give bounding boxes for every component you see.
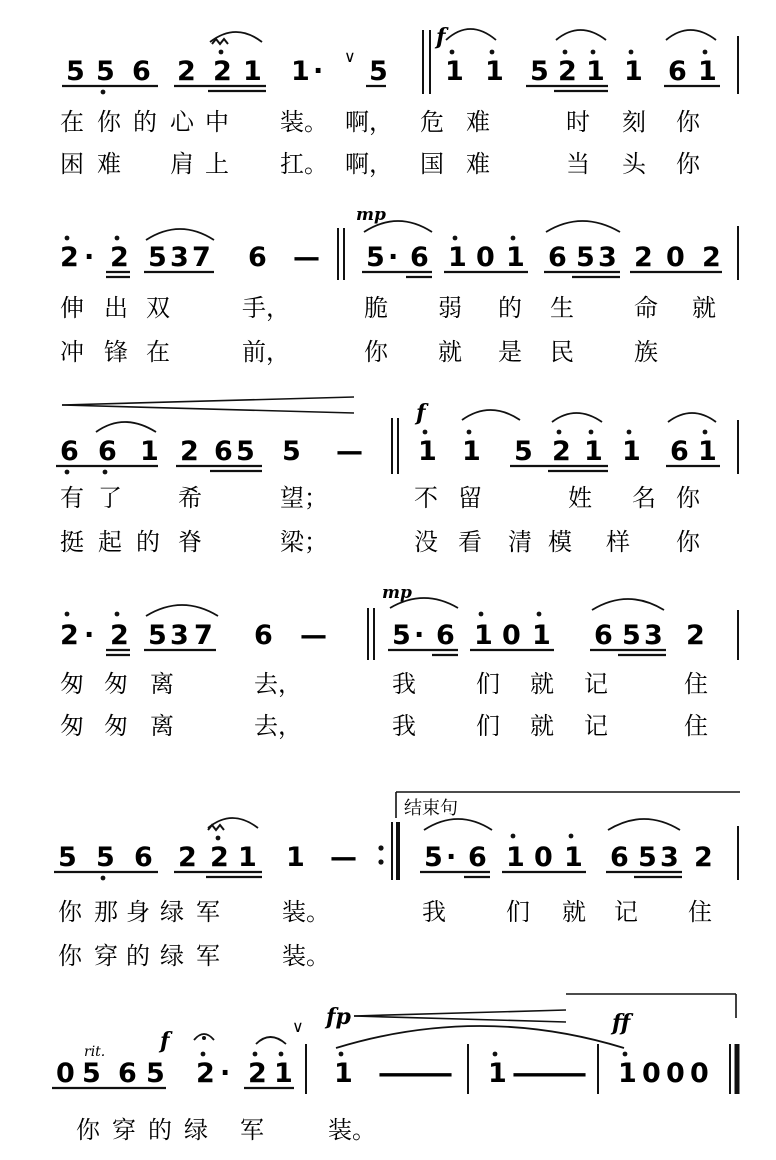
note: 2 xyxy=(213,56,232,87)
note: — xyxy=(560,1058,587,1089)
svg-text:起: 起 xyxy=(98,528,122,556)
row-5-verse-2 xyxy=(58,942,330,970)
svg-text:你: 你 xyxy=(58,898,82,926)
note: 6 xyxy=(410,242,429,273)
note-dot: · xyxy=(84,620,95,651)
ending-label: 结束句 xyxy=(404,798,458,819)
svg-text:匆: 匆 xyxy=(104,670,128,698)
svg-text:民: 民 xyxy=(550,338,574,366)
note: 5 xyxy=(392,620,411,651)
svg-text:你: 你 xyxy=(676,528,700,556)
tie-long xyxy=(336,1026,624,1048)
note: 6 xyxy=(214,436,233,467)
svg-text:清: 清 xyxy=(508,528,532,556)
svg-text:锋: 锋 xyxy=(104,338,128,366)
row-3-notes xyxy=(60,436,717,467)
svg-text:啊，: 啊， xyxy=(345,150,393,178)
note: 2 xyxy=(686,620,705,651)
row-6-verse-1 xyxy=(76,1116,376,1144)
svg-text:在: 在 xyxy=(60,108,84,136)
svg-text:你: 你 xyxy=(676,150,700,178)
svg-text:望；: 望； xyxy=(280,484,328,512)
svg-text:心: 心 xyxy=(170,108,194,136)
note: 6 xyxy=(670,436,689,467)
svg-text:记: 记 xyxy=(614,898,638,926)
note: — xyxy=(293,242,320,273)
note: 1 xyxy=(238,842,257,873)
row-6-notes xyxy=(56,1058,709,1089)
row-1 xyxy=(60,24,738,178)
note: 1 xyxy=(586,56,605,87)
note: — xyxy=(336,436,363,467)
svg-text:出: 出 xyxy=(104,294,128,322)
svg-text:上: 上 xyxy=(205,150,229,178)
note: 5 xyxy=(638,842,657,873)
slur xyxy=(256,1037,286,1044)
svg-text:了: 了 xyxy=(98,484,122,512)
note: 1 xyxy=(286,842,305,873)
breath-mark: ∨ xyxy=(344,47,356,66)
row-1-verse-1 xyxy=(60,108,701,136)
svg-text:手，: 手， xyxy=(242,294,290,322)
beam-lines xyxy=(106,650,666,655)
svg-text:住: 住 xyxy=(684,670,708,698)
note: 1 xyxy=(291,56,310,87)
note: 2 xyxy=(110,242,129,273)
svg-text:的: 的 xyxy=(498,294,522,322)
note: 6 xyxy=(436,620,455,651)
note: 6 xyxy=(60,436,79,467)
note: 2 xyxy=(558,56,577,87)
svg-text:冲: 冲 xyxy=(60,338,84,366)
svg-text:军: 军 xyxy=(240,1116,264,1144)
note: 1 xyxy=(506,842,525,873)
dynamic-f: f xyxy=(436,24,446,50)
note: 5 xyxy=(96,56,115,87)
note: 2 xyxy=(110,620,129,651)
note: 2 xyxy=(60,620,79,651)
note-dot: · xyxy=(220,1058,231,1089)
note: 1 xyxy=(418,436,437,467)
svg-text:看: 看 xyxy=(458,528,482,556)
note: 1 xyxy=(445,56,464,87)
svg-text:留: 留 xyxy=(458,484,482,512)
svg-text:生: 生 xyxy=(550,294,574,322)
svg-text:梁；: 梁； xyxy=(280,528,328,556)
note: 5 xyxy=(82,1058,101,1089)
row-3-verse-1 xyxy=(60,484,701,512)
beam-lines xyxy=(54,872,682,877)
note: 6 xyxy=(248,242,267,273)
row-6 xyxy=(52,994,737,1144)
row-2-verse-1 xyxy=(60,294,716,322)
row-4 xyxy=(60,583,738,740)
beam-lines xyxy=(56,466,720,471)
svg-text:记: 记 xyxy=(584,670,608,698)
note-dot: · xyxy=(446,842,457,873)
note: 6 xyxy=(98,436,117,467)
svg-text:你: 你 xyxy=(97,108,121,136)
note: 5 xyxy=(96,842,115,873)
svg-text:时: 时 xyxy=(566,108,590,136)
row-5-verse-1 xyxy=(58,898,712,926)
svg-text:记: 记 xyxy=(584,712,608,740)
note: 6 xyxy=(254,620,273,651)
note: 3 xyxy=(170,242,189,273)
note: 1 xyxy=(532,620,551,651)
svg-text:你: 你 xyxy=(76,1116,100,1144)
note: 5 xyxy=(369,56,388,87)
octave-dots xyxy=(201,1052,628,1057)
dynamic-ff: ff xyxy=(612,1010,631,1036)
row-3 xyxy=(56,397,738,556)
note: 5 xyxy=(66,56,85,87)
svg-text:就: 就 xyxy=(562,898,586,926)
svg-text:那: 那 xyxy=(94,898,118,926)
note: 6 xyxy=(132,56,151,87)
note: 5 xyxy=(236,436,255,467)
note: 5 xyxy=(282,436,301,467)
svg-text:绿: 绿 xyxy=(160,942,184,970)
svg-text:就: 就 xyxy=(692,294,716,322)
slurs xyxy=(210,29,716,42)
svg-text:就: 就 xyxy=(530,670,554,698)
note: 0 xyxy=(56,1058,75,1089)
ornament-icon xyxy=(212,39,228,44)
note: 2 xyxy=(178,842,197,873)
svg-text:我: 我 xyxy=(392,712,416,740)
note: 1 xyxy=(506,242,525,273)
svg-text:伸: 伸 xyxy=(60,294,84,322)
crescendo-hairpin xyxy=(62,397,354,413)
note: 6 xyxy=(134,842,153,873)
note: 5 xyxy=(576,242,595,273)
note: 1 xyxy=(624,56,643,87)
svg-text:们: 们 xyxy=(506,898,530,926)
note: 5 xyxy=(530,56,549,87)
note: 7 xyxy=(192,242,211,273)
note: 5 xyxy=(622,620,641,651)
note: 5 xyxy=(148,242,167,273)
svg-text:匆: 匆 xyxy=(104,712,128,740)
beam-lines xyxy=(62,86,720,91)
note: 1 xyxy=(243,56,262,87)
note: 1 xyxy=(564,842,583,873)
svg-text:装。: 装。 xyxy=(280,108,328,136)
svg-text:当: 当 xyxy=(566,150,590,178)
note: 5 xyxy=(58,842,77,873)
svg-text:中: 中 xyxy=(205,108,229,136)
svg-text:头: 头 xyxy=(622,150,646,178)
note: 2 xyxy=(196,1058,215,1089)
svg-text:姓: 姓 xyxy=(568,484,592,512)
note: 1 xyxy=(584,436,603,467)
note: 6 xyxy=(594,620,613,651)
fermata-icon xyxy=(194,1034,214,1040)
note: 2 xyxy=(210,842,229,873)
row-1-verse-2 xyxy=(60,150,701,178)
svg-text:军: 军 xyxy=(196,942,220,970)
note-dot: · xyxy=(84,242,95,273)
note: 3 xyxy=(644,620,663,651)
note: 0 xyxy=(534,842,553,873)
row-3-verse-2 xyxy=(60,528,701,556)
slurs xyxy=(208,818,680,830)
note: 6 xyxy=(468,842,487,873)
svg-text:的: 的 xyxy=(133,108,157,136)
note: 5 xyxy=(366,242,385,273)
row-1-notes xyxy=(66,56,717,87)
dynamic-mp: mp xyxy=(382,583,412,603)
svg-text:我: 我 xyxy=(422,898,446,926)
svg-text:离: 离 xyxy=(150,670,174,698)
note: 0 xyxy=(666,1058,685,1089)
note: 0 xyxy=(690,1058,709,1089)
svg-text:穿: 穿 xyxy=(112,1116,136,1144)
note: 5 xyxy=(146,1058,165,1089)
svg-text:难: 难 xyxy=(466,150,490,178)
svg-text:住: 住 xyxy=(684,712,708,740)
note: — xyxy=(402,1058,429,1089)
svg-text:绿: 绿 xyxy=(184,1116,208,1144)
svg-text:就: 就 xyxy=(438,338,462,366)
note: 0 xyxy=(476,242,495,273)
octave-dots xyxy=(65,430,708,475)
svg-text:去，: 去， xyxy=(254,712,302,740)
svg-text:没: 没 xyxy=(414,528,438,556)
note: 1 xyxy=(448,242,467,273)
svg-text:去，: 去， xyxy=(254,670,302,698)
note: — xyxy=(426,1058,453,1089)
note-dot: · xyxy=(414,620,425,651)
svg-text:国: 国 xyxy=(420,150,444,178)
note: 6 xyxy=(668,56,687,87)
note: — xyxy=(378,1058,405,1089)
row-2-verse-2 xyxy=(60,338,658,366)
note: — xyxy=(536,1058,563,1089)
note: 0 xyxy=(666,242,685,273)
note: 1 xyxy=(618,1058,637,1089)
note: 3 xyxy=(660,842,679,873)
svg-text:匆: 匆 xyxy=(60,670,84,698)
svg-text:你: 你 xyxy=(676,484,700,512)
note-dot: · xyxy=(313,56,324,87)
svg-text:你: 你 xyxy=(58,942,82,970)
note: — xyxy=(300,620,327,651)
note: 3 xyxy=(598,242,617,273)
svg-text:啊，: 啊， xyxy=(345,108,393,136)
svg-text:样: 样 xyxy=(606,528,630,556)
note: 1 xyxy=(474,620,493,651)
svg-text:匆: 匆 xyxy=(60,712,84,740)
note: 1 xyxy=(462,436,481,467)
note: 1 xyxy=(334,1058,353,1089)
note: 2 xyxy=(634,242,653,273)
ritardando-mark: rit. xyxy=(84,1044,106,1060)
svg-text:不: 不 xyxy=(414,484,438,512)
svg-text:装。: 装。 xyxy=(282,898,330,926)
svg-text:名: 名 xyxy=(632,484,656,512)
row-5 xyxy=(54,792,740,970)
svg-text:们: 们 xyxy=(476,670,500,698)
dynamic-f: f xyxy=(160,1028,170,1054)
note: 6 xyxy=(610,842,629,873)
svg-text:弱: 弱 xyxy=(438,294,462,322)
svg-text:难: 难 xyxy=(466,108,490,136)
note: 2 xyxy=(248,1058,267,1089)
note: 2 xyxy=(177,56,196,87)
note: 0 xyxy=(502,620,521,651)
svg-text:我: 我 xyxy=(392,670,416,698)
svg-text:的: 的 xyxy=(126,942,150,970)
octave-dots xyxy=(65,612,542,617)
note: 6 xyxy=(118,1058,137,1089)
dynamic-mp: mp xyxy=(356,205,386,225)
note: 5 xyxy=(424,842,443,873)
row-2 xyxy=(60,205,738,366)
svg-text:就: 就 xyxy=(530,712,554,740)
svg-text:模: 模 xyxy=(548,528,572,556)
note: 2 xyxy=(60,242,79,273)
svg-text:住: 住 xyxy=(688,898,712,926)
note: 7 xyxy=(194,620,213,651)
note: 1 xyxy=(488,1058,507,1089)
svg-text:军: 军 xyxy=(196,898,220,926)
svg-text:族: 族 xyxy=(634,338,658,366)
svg-text:脊: 脊 xyxy=(178,528,202,556)
note: 0 xyxy=(642,1058,661,1089)
svg-text:是: 是 xyxy=(498,338,522,366)
svg-text:扛。: 扛。 xyxy=(280,150,328,178)
svg-text:前，: 前， xyxy=(242,338,290,366)
note: — xyxy=(330,842,357,873)
svg-text:挺: 挺 xyxy=(60,528,84,556)
row-4-verse-2 xyxy=(60,712,708,740)
note: — xyxy=(512,1058,539,1089)
hairpins xyxy=(354,994,736,1022)
svg-text:们: 们 xyxy=(476,712,500,740)
svg-text:刻: 刻 xyxy=(622,108,646,136)
row-5-notes xyxy=(58,842,713,873)
note: 2 xyxy=(694,842,713,873)
svg-text:绿: 绿 xyxy=(160,898,184,926)
svg-text:的: 的 xyxy=(148,1116,172,1144)
octave-dots xyxy=(65,236,516,241)
svg-text:你: 你 xyxy=(364,338,388,366)
barlines xyxy=(423,30,738,94)
row-4-verse-1 xyxy=(60,670,708,698)
note: 5 xyxy=(514,436,533,467)
note: 2 xyxy=(702,242,721,273)
svg-text:命: 命 xyxy=(634,294,658,322)
note: 2 xyxy=(552,436,571,467)
note: 1 xyxy=(274,1058,293,1089)
row-2-notes xyxy=(60,242,721,273)
row-4-notes xyxy=(60,620,705,651)
svg-text:装。: 装。 xyxy=(282,942,330,970)
svg-text:困: 困 xyxy=(60,150,84,178)
note: 1 xyxy=(485,56,504,87)
note-dot: · xyxy=(388,242,399,273)
svg-text:肩: 肩 xyxy=(170,150,194,178)
svg-text:难: 难 xyxy=(97,150,121,178)
note: 1 xyxy=(698,436,717,467)
svg-text:装。: 装。 xyxy=(328,1116,376,1144)
svg-text:的: 的 xyxy=(136,528,160,556)
beam-lines xyxy=(106,272,722,277)
slurs xyxy=(96,410,716,432)
svg-text:有: 有 xyxy=(60,484,84,512)
note: 1 xyxy=(622,436,641,467)
note: 2 xyxy=(180,436,199,467)
dynamic-f: f xyxy=(416,400,426,426)
svg-text:危: 危 xyxy=(420,108,444,136)
note: 3 xyxy=(170,620,189,651)
svg-text:希: 希 xyxy=(178,484,202,512)
note: 1 xyxy=(140,436,159,467)
svg-text:脆: 脆 xyxy=(364,294,388,322)
dynamic-fp: fp xyxy=(326,1004,351,1030)
note: 5 xyxy=(148,620,167,651)
svg-text:双: 双 xyxy=(146,294,170,322)
svg-text:穿: 穿 xyxy=(94,942,118,970)
note: 6 xyxy=(548,242,567,273)
svg-text:身: 身 xyxy=(126,898,150,926)
ornament-icon xyxy=(208,825,224,830)
breath-mark: ∨ xyxy=(292,1017,304,1036)
svg-text:在: 在 xyxy=(146,338,170,366)
svg-text:离: 离 xyxy=(150,712,174,740)
svg-text:你: 你 xyxy=(676,108,700,136)
note: 1 xyxy=(698,56,717,87)
